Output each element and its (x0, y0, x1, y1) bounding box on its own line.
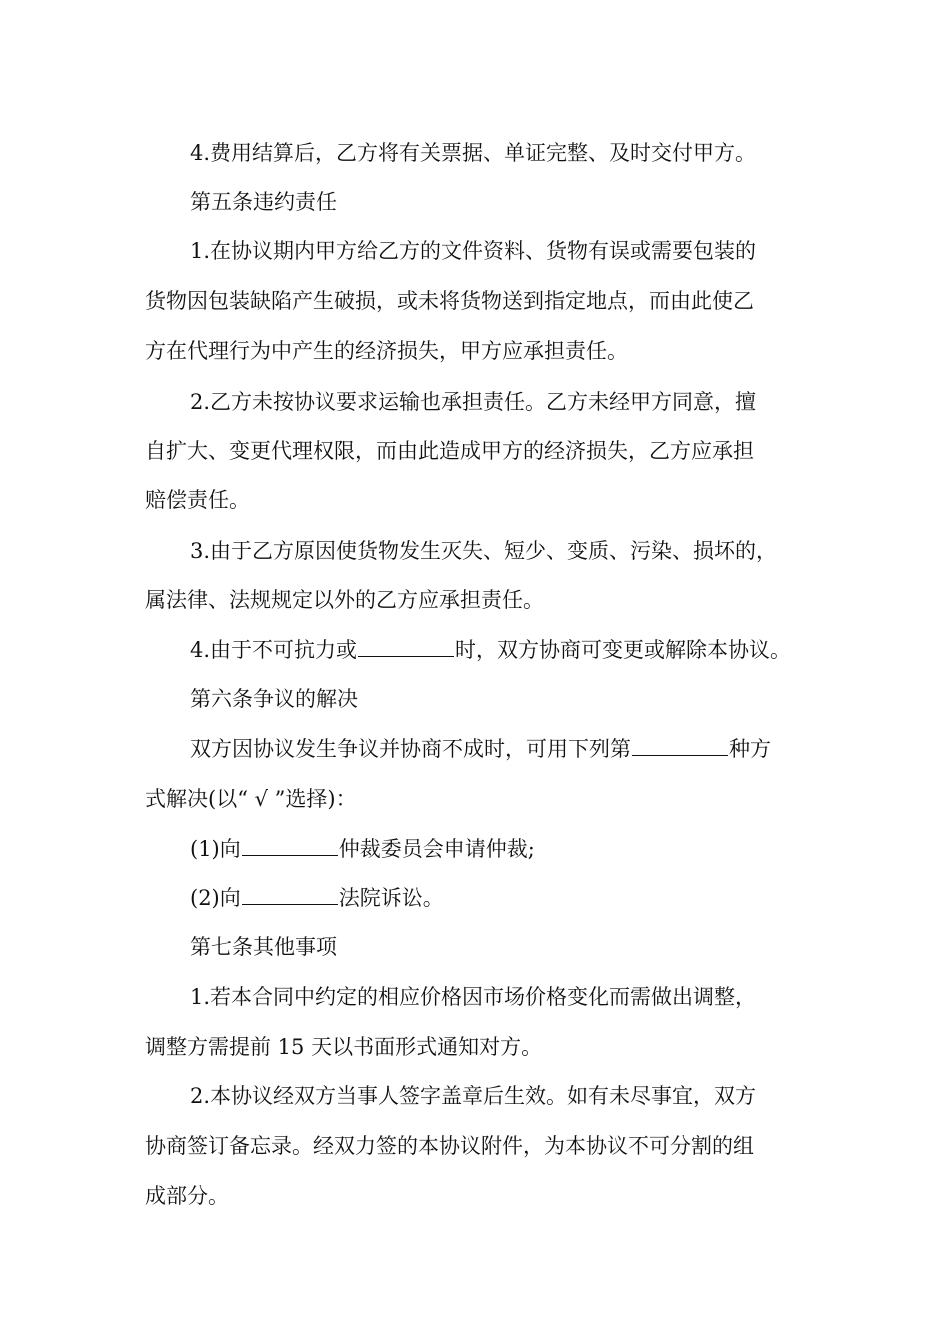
line-text: 双方因协议发生争议并协商不成时，可用下列第 (190, 737, 631, 761)
line-text: 属法律、法规规定以外的乙方应承担责任。 (145, 588, 544, 612)
text-line (190, 885, 444, 911)
line-text: 第七条其他事项 (190, 935, 337, 959)
text-line (190, 140, 756, 166)
line-text: 4.费用结算后，乙方将有关票据、单证完整、及时交付甲方。 (190, 141, 757, 165)
text-line (190, 389, 756, 415)
line-text: 时，双方协商可变更或解除本协议。 (455, 638, 792, 662)
line-text: 种方 (729, 737, 771, 761)
line-text: 货物因包装缺陷产生破损，或未将货物送到指定地点，而由此使乙 (145, 289, 754, 313)
text-line (190, 538, 777, 564)
line-text: 式解决(以“ √ ”选择)： (145, 787, 357, 811)
fill-in-blank[interactable] (242, 836, 338, 856)
line-text: 调整方需提前 15 天以书面形式通知对方。 (145, 1035, 543, 1059)
line-text: 第五条违约责任 (190, 190, 337, 214)
section-heading (190, 686, 358, 712)
text-line (190, 1083, 756, 1109)
text-line (145, 1034, 542, 1060)
text-line (145, 587, 544, 613)
line-text: 仲裁委员会申请仲裁; (338, 837, 535, 861)
line-text: (2)向 (190, 886, 241, 910)
line-text: 1.在协议期内甲方给乙方的文件资料、货物有误或需要包装的 (190, 239, 757, 263)
text-line (145, 438, 754, 464)
text-line (145, 487, 250, 513)
fill-in-blank[interactable] (242, 885, 338, 905)
line-text: 自扩大、变更代理权限，而由此造成甲方的经济损失，乙方应承担 (145, 439, 754, 463)
text-line (145, 338, 628, 364)
text-line (190, 637, 791, 663)
line-text: 第六条争议的解决 (190, 687, 358, 711)
line-text: 赔偿责任。 (145, 488, 250, 512)
line-text: 1.若本合同中约定的相应价格因市场价格变化而需做出调整， (190, 985, 757, 1009)
text-line (190, 238, 756, 264)
text-line (145, 786, 357, 812)
text-line (145, 1183, 229, 1209)
line-text: 2.本协议经双方当事人签字盖章后生效。如有未尽事宜，双方 (190, 1084, 757, 1108)
line-text: 2.乙方未按协议要求运输也承担责任。乙方未经甲方同意，擅 (190, 390, 757, 414)
line-text: 方在代理行为中产生的经济损失，甲方应承担责任。 (145, 339, 628, 363)
section-heading (190, 934, 337, 960)
text-line (190, 836, 535, 862)
fill-in-blank[interactable] (358, 637, 454, 657)
text-line (145, 1133, 754, 1159)
line-text: 3.由于乙方原因使货物发生灭失、短少、变质、污染、损坏的， (190, 539, 778, 563)
section-heading (190, 189, 337, 215)
line-text: 协商签订备忘录。经双力签的本协议附件，为本协议不可分割的组 (145, 1134, 754, 1158)
text-line (190, 984, 756, 1010)
text-line (190, 736, 771, 762)
text-line (145, 288, 754, 314)
line-text: (1)向 (190, 837, 241, 861)
line-text: 法院诉讼。 (338, 886, 444, 910)
line-text: 成部分。 (145, 1184, 229, 1208)
line-text: 4.由于不可抗力或 (190, 638, 358, 662)
fill-in-blank[interactable] (632, 736, 728, 756)
